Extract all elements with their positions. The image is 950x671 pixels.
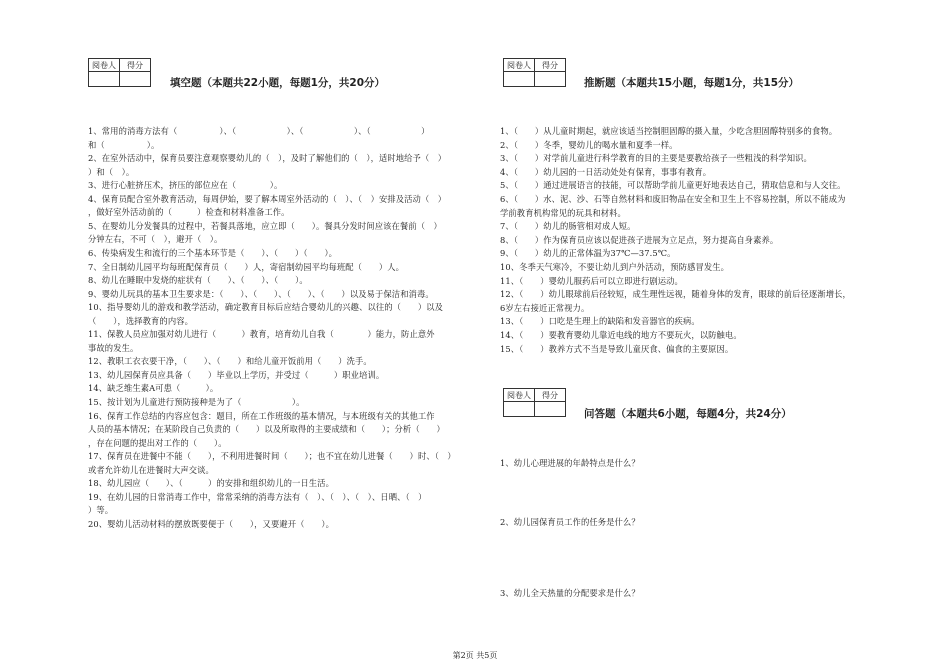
question-line: 15、按计划为儿童进行预防接种是为了（ ）。 <box>88 397 305 407</box>
question-line: 17、保育员在进餐中不能（ ），不利用进餐时间（ ）；也不宜在幼儿进餐（ ）时、（ ） <box>88 451 456 462</box>
grader-label: 阅卷人 <box>89 59 120 72</box>
section-title: 填空题（本题共22小题，每题1分，共20分） <box>170 77 386 89</box>
question-line: 14、缺乏维生素A可患（ ）。 <box>88 383 219 394</box>
grader-label: 阅卷人 <box>504 59 535 72</box>
question-line: ，做好室外活动前的（ ）检查和材料准备工作。 <box>88 207 290 218</box>
question-line: 7、（ ）幼儿的肠管相对成人短。 <box>500 221 636 232</box>
question-line: 人员的基本情况；在某阶段自己负责的（ ）以及所取得的主要成绩和（ ）；分析（ ） <box>88 424 445 435</box>
question-line: 1、（ ）从儿童时期起，就应该适当控制胆固醇的摄入量，少吃含胆固醇特别多的食物。 <box>500 126 838 136</box>
question-line: 学前教育机构常见的玩具和材料。 <box>500 207 626 218</box>
question-line: ，存在问题的提出对工作的（ ）。 <box>88 437 227 448</box>
qa-question: 1、幼儿心理进展的年龄特点是什么？ <box>500 458 640 468</box>
grader-label: 阅卷人 <box>504 389 535 402</box>
qa-question: 3、幼儿全天热量的分配要求是什么？ <box>500 588 640 598</box>
question-line: 9、婴幼儿玩具的基本卫生要求是：（ ）、（ ）、（ ）、（ ）以及易于保洁和消毒。 <box>88 288 434 299</box>
question-line: 分钟左右，不可（ ），避开（ ）。 <box>88 234 223 245</box>
question-line: 15、（ ）教养方式不当是导致儿童厌食、偏食的主要原因。 <box>500 343 734 354</box>
question-line: 13、幼儿园保育员应具备（ ）毕业以上学历，并受过（ ）职业培训。 <box>88 369 385 380</box>
question-line: 事故的发生。 <box>88 342 139 353</box>
qa-question: 2、幼儿园保育员工作的任务是什么？ <box>500 517 640 527</box>
question-line: 8、幼儿在睡眠中发烧的症状有（ ）、（ ）、（ ）。 <box>88 275 308 286</box>
score-cell[interactable] <box>120 72 151 87</box>
score-box <box>503 58 566 87</box>
section-title: 问答题（本题共6小题，每题4分，共24分） <box>584 408 792 420</box>
question-line: 6、（ ）水、泥、沙、石等自然材料和废旧物品在安全和卫生上不容易控制，所以不能成为 <box>500 194 846 204</box>
question-line: 18、幼儿园应（ ）、（ ）的安排和组织幼儿的一日生活。 <box>88 478 334 489</box>
question-line: 3、（ ）对学前儿童进行科学教育的目的主要是要教给孩子一些粗浅的科学知识。 <box>500 153 812 164</box>
score-box <box>88 58 151 87</box>
question-line: 14、（ ）要教育婴幼儿靠近电线的地方不要玩火，以防触电。 <box>500 330 742 340</box>
score-label: 得分 <box>535 389 566 402</box>
question-line: 10、冬季天气寒冷，不要让幼儿到户外活动，预防感冒发生。 <box>500 262 730 272</box>
question-line: （ ），选择教育的内容。 <box>88 315 194 326</box>
grader-cell[interactable] <box>89 72 120 87</box>
score-label: 得分 <box>120 59 151 72</box>
question-line: 2、（ ）冬季，婴幼儿的喝水量和夏季一样。 <box>500 139 678 150</box>
question-line: 12、（ ）幼儿眼球前后径较短，成生理性远视，随着身体的发育，眼球的前后径逐渐增长， <box>500 289 851 300</box>
grader-cell[interactable] <box>504 402 535 417</box>
page-footer: 第2页 共5页 <box>452 651 498 660</box>
question-line: 或者允许幼儿在进餐时大声交谈。 <box>88 464 214 475</box>
score-label: 得分 <box>535 59 566 72</box>
question-line: 4、保育员配合室外教育活动，每周伊始，要了解本周室外活动的（ ）、（ ）安排及活动（ ） <box>88 193 447 204</box>
question-line: 1、常用的消毒方法有（ ）、（ ）、（ ）、（ ） <box>88 126 430 136</box>
question-line: 6、传染病发生和流行的三个基本环节是（ ）、（ ）（ ）。 <box>88 247 338 258</box>
question-line: 11、保教人员应加强对幼儿进行（ ）教育，培育幼儿自我（ ）能力，防止意外 <box>88 329 435 340</box>
question-line: 12、教职工衣衣要干净，（ ）、（ ）和给儿童开饭前用（ ）洗手。 <box>88 356 372 367</box>
question-line: 2、在室外活动中，保育员要注意观察婴幼儿的（ ），及时了解他们的（ ），适时地给予（ ） <box>88 153 447 164</box>
question-line: 11、（ ）婴幼儿服药后可以立即进行剧运动。 <box>500 275 683 286</box>
score-cell[interactable] <box>535 402 566 417</box>
question-line: 和（ ）。 <box>88 139 160 150</box>
score-box <box>503 388 566 417</box>
section-title: 推断题（本题共15小题，每题1分，共15分） <box>584 77 800 89</box>
question-line: 13、（ ）口吃是生理上的缺陷和发音器官的疾病。 <box>500 316 700 327</box>
question-line: 16、保育工作总结的内容应包含：题目，所在工作班级的基本情况，与本班级有关的其他工作 <box>88 410 435 421</box>
question-line: 4、（ ）幼儿园的一日活动处处有保育，事事有教育。 <box>500 166 712 177</box>
question-line: 20、婴幼儿活动材料的摆放既要便于（ ），又要避开（ ）。 <box>88 518 334 529</box>
question-line: 9、（ ）幼儿的正常体温为37℃—37.5℃。 <box>500 248 676 259</box>
question-line: 8、（ ）作为保育员应该以促进孩子进展为立足点，努力提高自身素养。 <box>500 234 779 245</box>
question-line: 6岁左右接近正常视力。 <box>500 302 590 313</box>
score-cell[interactable] <box>535 72 566 87</box>
question-line: 7、全日制幼儿园平均每班配保育员（ ）人，寄宿制幼园平均每班配（ ）人。 <box>88 261 405 272</box>
question-line: 5、在婴幼儿分发餐具的过程中，若餐具落地，应立即（ ）。餐具分发时间应该在餐前（ ） <box>88 220 442 231</box>
question-line: ）等。 <box>88 505 114 516</box>
question-line: 3、进行心脏挤压术，挤压的部位应在（ ）。 <box>88 180 283 191</box>
question-line: 19、在幼儿园的日常消毒工作中，常常采纳的消毒方法有（ ）、（ ）、（ ）、日晒、（ ） <box>88 491 427 502</box>
question-line: 10、指导婴幼儿的游戏和教学活动，确定教育目标后应结合婴幼儿的兴趣、以往的（ ）以及 <box>88 302 444 313</box>
question-line: 5、（ ）通过进展语言的技能，可以帮助学前儿童更好地表达自己，猜取信息和与人交往。 <box>500 180 846 191</box>
grader-cell[interactable] <box>504 72 535 87</box>
question-line: ）和（ ）。 <box>88 166 135 177</box>
